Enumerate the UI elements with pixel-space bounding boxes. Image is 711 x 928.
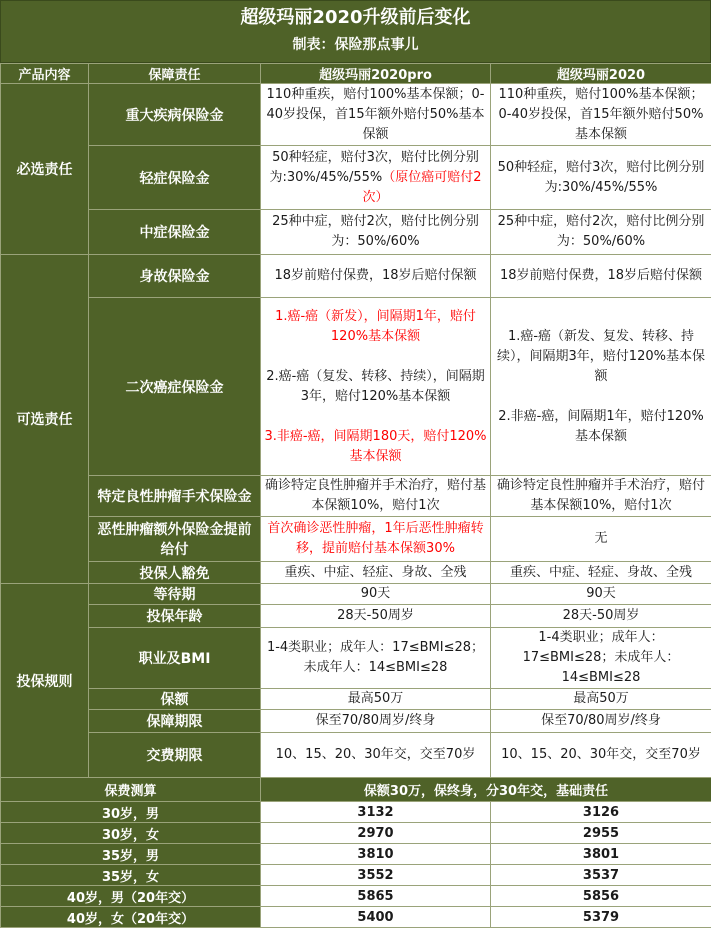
table-row	[1, 628, 711, 689]
fee-row	[1, 907, 711, 928]
cell-pay-std: 10、15、20、30年交，交至70岁	[491, 733, 711, 778]
fee-row-label: 30岁，男	[1, 802, 261, 823]
group-rules: 投保规则	[1, 584, 89, 778]
row-label-pay: 交费期限	[89, 733, 261, 778]
cell-waiver-pro: 重疾、中症、轻症、身故、全残	[261, 562, 491, 584]
table-row	[1, 84, 711, 146]
table-row	[1, 255, 711, 298]
fee-row-label: 40岁，男（20年交）	[1, 886, 261, 907]
group-optional: 可选责任	[1, 255, 89, 584]
cell-moderate-std: 25种中症，赔付2次，赔付比例分别为：50%/60%	[491, 210, 711, 255]
fee-header-label: 保费测算	[1, 778, 261, 802]
fee-pro-value: 5865	[261, 886, 491, 907]
table-row	[1, 605, 711, 628]
cell-cancer2-pro	[261, 298, 491, 476]
cancer2-pro-item-3: 3.非癌-癌，间隔期180天，赔付120%基本保额	[263, 407, 488, 467]
fee-row	[1, 886, 711, 907]
table-row	[1, 584, 711, 605]
group-required: 必选责任	[1, 84, 89, 255]
fee-std-value: 3126	[491, 802, 711, 823]
fee-std-value: 5856	[491, 886, 711, 907]
row-label-benign: 特定良性肿瘤手术保险金	[89, 476, 261, 517]
fee-std-value: 3537	[491, 865, 711, 886]
fee-pro-value: 2970	[261, 823, 491, 844]
row-label-malignant: 恶性肿瘤额外保险金提前给付	[89, 517, 261, 562]
cancer2-std-item-1: 1.癌-癌（新发、复发、转移、持续），间隔期3年，赔付120%基本保额	[493, 327, 709, 387]
fee-row	[1, 802, 711, 823]
cell-benign-std: 确诊特定良性肿瘤并手术治疗，赔付基本保额10%，赔付1次	[491, 476, 711, 517]
cell-pay-pro: 10、15、20、30年交，交至70岁	[261, 733, 491, 778]
cell-waiver-std: 重疾、中症、轻症、身故、全残	[491, 562, 711, 584]
cell-age-pro: 28天-50周岁	[261, 605, 491, 628]
fee-std-value: 2955	[491, 823, 711, 844]
table-row	[1, 517, 711, 562]
cancer2-pro-item-2: 2.癌-癌（复发、转移、持续），间隔期3年，赔付120%基本保额	[263, 347, 488, 407]
page-subtitle: 制表：保险那点事儿	[1, 35, 710, 55]
fee-pro-value: 5400	[261, 907, 491, 928]
row-label-waiver: 投保人豁免	[89, 562, 261, 584]
row-label-mild: 轻症保险金	[89, 146, 261, 210]
row-label-age: 投保年龄	[89, 605, 261, 628]
cell-amount-std: 最高50万	[491, 689, 711, 710]
table-row	[1, 562, 711, 584]
header-std: 超级玛丽2020	[491, 64, 711, 84]
cancer2-pro-item-1: 1.癌-癌（新发），间隔期1年，赔付120%基本保额	[263, 307, 488, 347]
fee-row-label: 40岁，女（20年交）	[1, 907, 261, 928]
mild-pro-text: 50种轻症，赔付3次，赔付比例分别为:30%/45%/55%	[269, 150, 478, 185]
fee-std-value: 5379	[491, 907, 711, 928]
fee-row-label: 30岁，女	[1, 823, 261, 844]
header-pro: 超级玛丽2020pro	[261, 64, 491, 84]
header-coverage: 保障责任	[89, 64, 261, 84]
table-row	[1, 476, 711, 517]
fee-row-label: 35岁，男	[1, 844, 261, 865]
table-row	[1, 733, 711, 778]
fee-std-value: 3801	[491, 844, 711, 865]
cell-term-pro: 保至70/80周岁/终身	[261, 710, 491, 733]
fee-pro-value: 3810	[261, 844, 491, 865]
page-title: 超级玛丽2020升级前后变化	[1, 1, 710, 29]
cell-death-std: 18岁前赔付保费，18岁后赔付保额	[491, 255, 711, 298]
fee-row	[1, 844, 711, 865]
row-label-cancer2: 二次癌症保险金	[89, 298, 261, 476]
cell-mild-pro	[261, 146, 491, 210]
cell-age-std: 28天-50周岁	[491, 605, 711, 628]
table-row	[1, 146, 711, 210]
cell-bmi-pro: 1-4类职业；成年人：17≤BMI≤28；未成年人：14≤BMI≤28	[261, 628, 491, 689]
fee-header-row	[1, 778, 711, 802]
cell-cancer2-std	[491, 298, 711, 476]
row-label-bmi: 职业及BMI	[89, 628, 261, 689]
title-block	[0, 0, 711, 63]
table-row	[1, 689, 711, 710]
table-row	[1, 210, 711, 255]
cancer2-std-item-2: 2.非癌-癌，间隔期1年，赔付120%基本保额	[493, 387, 709, 447]
row-label-waiting: 等待期	[89, 584, 261, 605]
row-label-death: 身故保险金	[89, 255, 261, 298]
table-header-row	[1, 64, 711, 84]
header-product-content: 产品内容	[1, 64, 89, 84]
cell-critical-std: 110种重疾，赔付100%基本保额；0-40岁投保，首15年额外赔付50%基本保额	[491, 84, 711, 146]
fee-condition: 保额30万，保终身，分30年交，基础责任	[261, 778, 711, 802]
cell-critical-pro: 110种重疾，赔付100%基本保额；0-40岁投保，首15年额外赔付50%基本保额	[261, 84, 491, 146]
cell-bmi-std: 1-4类职业；成年人：17≤BMI≤28；未成年人：14≤BMI≤28	[491, 628, 711, 689]
cell-malignant-pro: 首次确诊恶性肿瘤，1年后恶性肿瘤转移，提前赔付基本保额30%	[261, 517, 491, 562]
cell-death-pro: 18岁前赔付保费，18岁后赔付保额	[261, 255, 491, 298]
fee-row	[1, 865, 711, 886]
cell-malignant-std: 无	[491, 517, 711, 562]
fee-pro-value: 3552	[261, 865, 491, 886]
row-label-critical: 重大疾病保险金	[89, 84, 261, 146]
table-row	[1, 710, 711, 733]
cell-amount-pro: 最高50万	[261, 689, 491, 710]
row-label-amount: 保额	[89, 689, 261, 710]
cell-waiting-pro: 90天	[261, 584, 491, 605]
fee-pro-value: 3132	[261, 802, 491, 823]
table-row	[1, 298, 711, 476]
fee-row	[1, 823, 711, 844]
mild-pro-note: （原位癌可赔付2次）	[362, 170, 481, 205]
comparison-table	[0, 63, 711, 928]
cell-term-std: 保至70/80周岁/终身	[491, 710, 711, 733]
cell-benign-pro: 确诊特定良性肿瘤并手术治疗，赔付基本保额10%，赔付1次	[261, 476, 491, 517]
row-label-moderate: 中症保险金	[89, 210, 261, 255]
row-label-term: 保障期限	[89, 710, 261, 733]
cell-mild-std: 50种轻症，赔付3次，赔付比例分别为:30%/45%/55%	[491, 146, 711, 210]
cell-waiting-std: 90天	[491, 584, 711, 605]
cell-moderate-pro: 25种中症，赔付2次，赔付比例分别为：50%/60%	[261, 210, 491, 255]
fee-row-label: 35岁，女	[1, 865, 261, 886]
